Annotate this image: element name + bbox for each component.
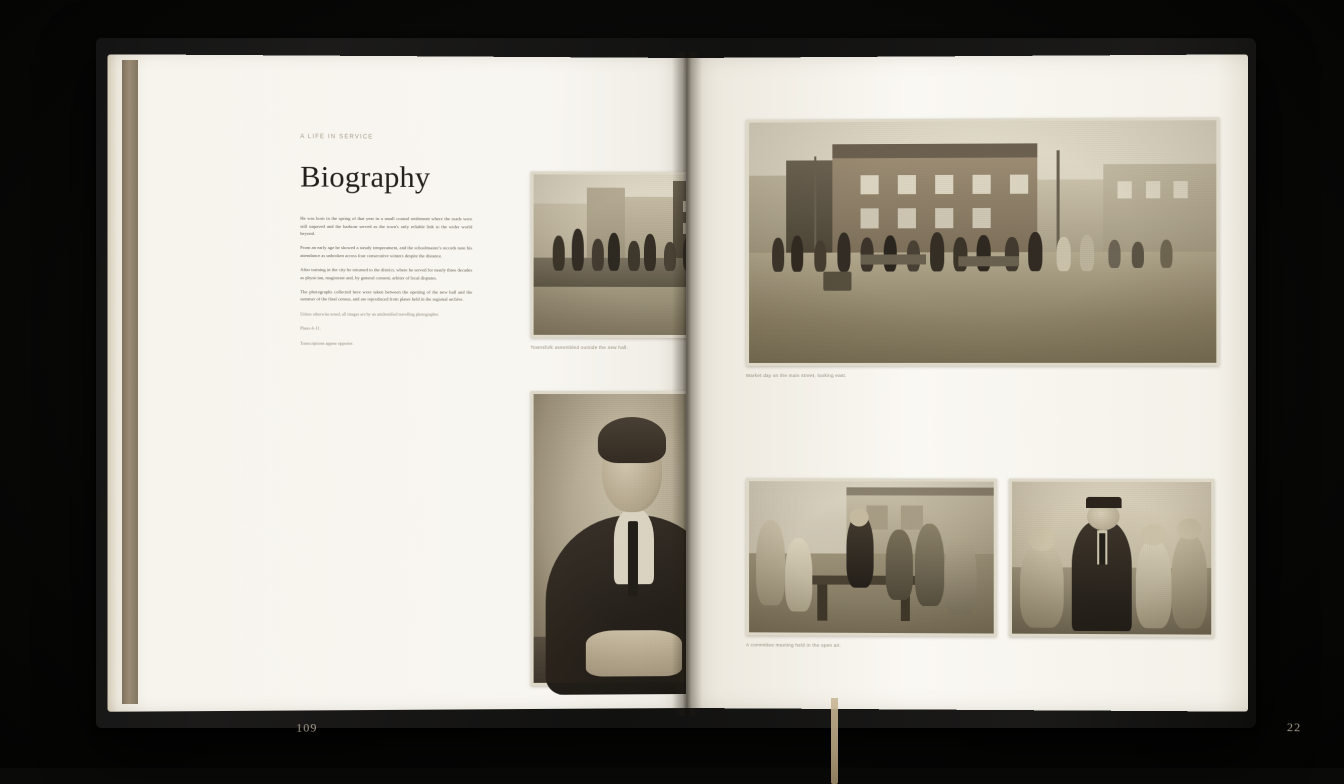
photo-frame <box>746 478 997 636</box>
body-text-column <box>300 215 472 347</box>
body-paragraph: The photographs collected here were taken between the opening of the new hall and the summer of the final census, and are reproduced from plates held in the regional archive. <box>300 289 473 303</box>
folio-right: 22 <box>1286 719 1302 735</box>
body-paragraph: After training in the city he returned to the district, where he served for nearly three decades as physician, magistrate and, by general consent, arbiter of local disputes. <box>300 267 473 281</box>
body-paragraph: From an early age he showed a steady temperament, and the schoolmaster's records note his attendance as unbroken across four consecutive winters despite the distance. <box>300 245 473 259</box>
figure-town <box>746 117 1219 378</box>
chapter-eyebrow: A LIFE IN SERVICE <box>300 134 374 141</box>
bookmark-ribbon <box>831 698 838 784</box>
binding-strip <box>122 60 138 704</box>
page-title: Biography <box>300 160 431 195</box>
body-paragraph-plates: Plates 4–11. <box>300 325 321 331</box>
photo-frame <box>1009 479 1214 638</box>
left-page <box>108 54 686 735</box>
right-page <box>686 54 1302 735</box>
figure-interior <box>1009 479 1214 638</box>
photo-frame <box>746 117 1219 366</box>
figure-caption: Townsfolk assembled outside the new hall. <box>530 344 629 350</box>
town-photo <box>749 120 1216 363</box>
right-page-content <box>704 54 1248 711</box>
meeting-photo <box>749 481 994 633</box>
left-page-content <box>276 134 679 739</box>
body-paragraph: He was born in the spring of that year in a small coastal settlement where the roads were still unpaved and the harbour served as the town's only reliable link to the wider world beyond. <box>300 215 473 236</box>
body-paragraph-transcription: Transcriptions appear opposite. <box>300 340 354 346</box>
folio-left: 109 <box>296 720 318 735</box>
figure-caption: Market day on the main street, looking east. <box>746 372 847 378</box>
interior-photo <box>1012 482 1211 635</box>
body-paragraph-note: Unless otherwise noted, all images are by an unidentified travelling photographer. <box>300 311 440 317</box>
open-book <box>96 38 1302 738</box>
figure-meeting <box>746 478 997 649</box>
figure-caption: A committee meeting held in the open air. <box>746 642 841 648</box>
